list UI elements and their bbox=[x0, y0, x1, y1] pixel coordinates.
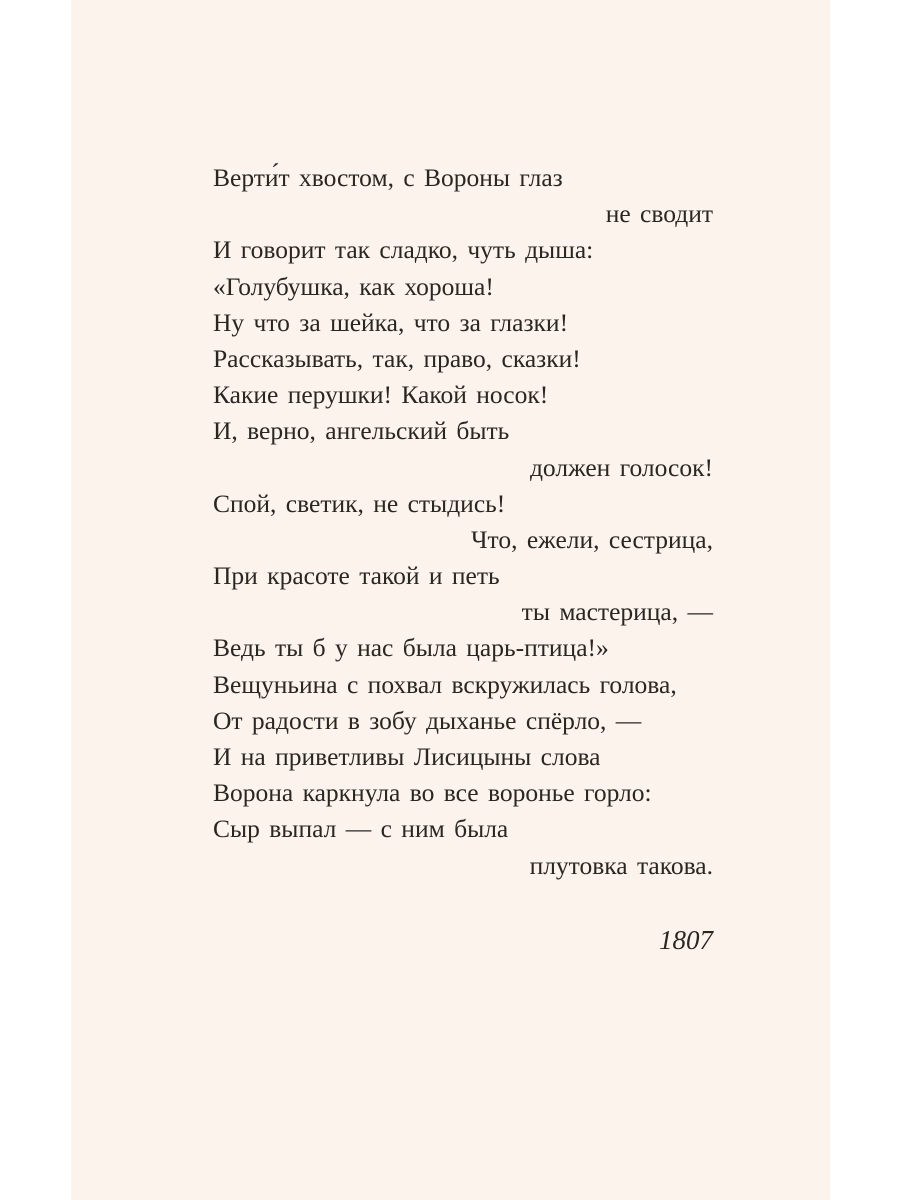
book-page bbox=[71, 0, 830, 1200]
poem-line: От радости в зобу дыханье спёрло, — bbox=[213, 705, 642, 735]
poem-line: И на приветливы Лисицыны слова bbox=[213, 742, 601, 771]
poem-line: Ну что за шейка, что за глазки! bbox=[213, 307, 569, 337]
poem-line: Сыр выпал — с ним была bbox=[213, 814, 509, 844]
poem-line: Спой, светик, не стыдись! bbox=[213, 488, 506, 518]
poem-line-continuation: должен голосок! bbox=[529, 452, 713, 482]
poem-line: И говорит так сладко, чуть дыша: bbox=[213, 235, 594, 265]
poem-line-continuation: ты мастерица, — bbox=[521, 597, 713, 627]
poem-line: При красоте такой и петь bbox=[213, 561, 500, 591]
poem-line-continuation: Что, ежели, сестрица, bbox=[470, 524, 713, 554]
poem-line: Рассказывать, так, право, сказки! bbox=[213, 343, 581, 373]
poem-year: 1807 bbox=[659, 925, 713, 955]
poem-line: Какие перушки! Какой носок! bbox=[213, 380, 549, 410]
poem-line: Ведь ты б у нас была царь-птица!» bbox=[213, 633, 609, 663]
poem-line-continuation: не сводит bbox=[605, 199, 713, 229]
poem-line: Вещуньина с похвал вскружилась голова, bbox=[213, 669, 677, 699]
poem-text bbox=[213, 160, 713, 884]
poem-line: Ворона каркнула во все воронье горло: bbox=[213, 778, 652, 808]
poem-line: И, верно, ангельский быть bbox=[213, 416, 510, 446]
poem-line: «Голубушка, как хороша! bbox=[213, 271, 494, 301]
poem-line-continuation: плутовка такова. bbox=[529, 850, 713, 880]
poem-line: Верти́т хвостом, с Вороны глаз bbox=[213, 163, 563, 192]
